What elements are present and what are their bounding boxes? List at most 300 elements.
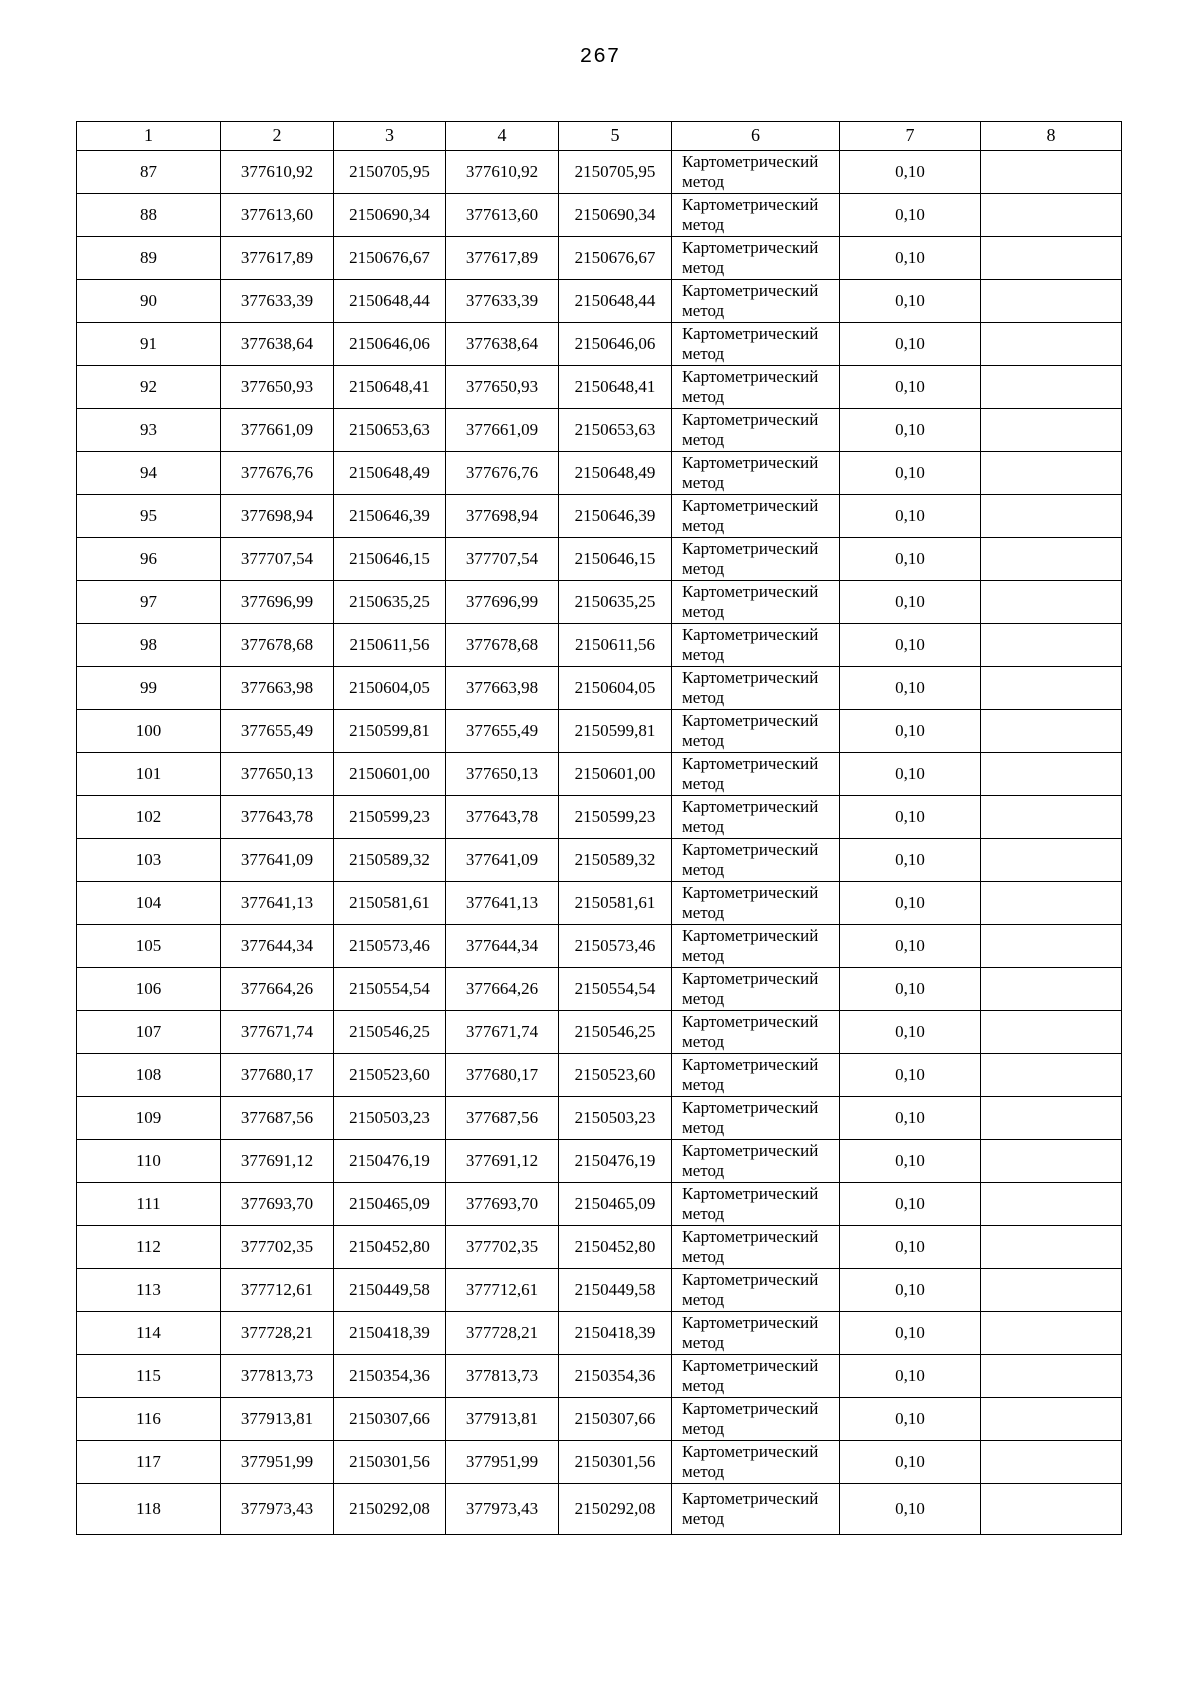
method-line-2: метод [682, 1204, 725, 1223]
coordinate-x-cell: 377664,26 [221, 968, 334, 1011]
coordinate-y-new-cell: 2150301,56 [559, 1441, 672, 1484]
coordinate-x-cell: 377680,17 [221, 1054, 334, 1097]
table-row [77, 1398, 1122, 1441]
method-line-1: Картометрический [682, 754, 819, 773]
coordinate-y-new-cell: 2150476,19 [559, 1140, 672, 1183]
coordinate-y-new-cell: 2150465,09 [559, 1183, 672, 1226]
coordinate-x-new-cell: 377613,60 [446, 194, 559, 237]
method-line-2: метод [682, 1032, 725, 1051]
notes-cell [981, 409, 1122, 452]
method-cell [672, 1484, 840, 1535]
coordinate-x-cell: 377641,13 [221, 882, 334, 925]
method-line-2: метод [682, 1509, 725, 1528]
accuracy-cell: 0,10 [840, 710, 981, 753]
coordinate-x-cell: 377633,39 [221, 280, 334, 323]
coordinate-y-cell: 2150604,05 [334, 667, 446, 710]
coordinate-x-cell: 377650,13 [221, 753, 334, 796]
method-cell [672, 1183, 840, 1226]
point-number-cell: 91 [77, 323, 221, 366]
accuracy-cell: 0,10 [840, 581, 981, 624]
coordinate-y-new-cell: 2150503,23 [559, 1097, 672, 1140]
coordinate-x-new-cell: 377633,39 [446, 280, 559, 323]
method-line-1: Картометрический [682, 152, 819, 171]
coordinate-y-new-cell: 2150581,61 [559, 882, 672, 925]
notes-cell [981, 1054, 1122, 1097]
accuracy-cell: 0,10 [840, 839, 981, 882]
accuracy-cell: 0,10 [840, 323, 981, 366]
point-number-cell: 117 [77, 1441, 221, 1484]
coordinate-y-cell: 2150646,15 [334, 538, 446, 581]
coordinate-y-new-cell: 2150648,41 [559, 366, 672, 409]
table-row [77, 1355, 1122, 1398]
method-cell [672, 1011, 840, 1054]
method-line-2: метод [682, 731, 725, 750]
coordinate-x-cell: 377676,76 [221, 452, 334, 495]
method-line-1: Картометрический [682, 1489, 819, 1508]
coordinate-y-new-cell: 2150611,56 [559, 624, 672, 667]
coordinate-x-cell: 377671,74 [221, 1011, 334, 1054]
method-line-2: метод [682, 516, 725, 535]
point-number-cell: 107 [77, 1011, 221, 1054]
method-line-2: метод [682, 387, 725, 406]
point-number-cell: 100 [77, 710, 221, 753]
coordinate-x-cell: 377813,73 [221, 1355, 334, 1398]
method-line-1: Картометрический [682, 539, 819, 558]
coordinate-y-new-cell: 2150646,15 [559, 538, 672, 581]
method-line-1: Картометрический [682, 840, 819, 859]
coordinate-y-new-cell: 2150292,08 [559, 1484, 672, 1535]
point-number-cell: 88 [77, 194, 221, 237]
method-line-2: метод [682, 1247, 725, 1266]
method-cell [672, 1355, 840, 1398]
method-line-1: Картометрический [682, 582, 819, 601]
page-number: 267 [579, 46, 621, 69]
accuracy-cell: 0,10 [840, 1398, 981, 1441]
coordinate-x-cell: 377641,09 [221, 839, 334, 882]
accuracy-cell: 0,10 [840, 753, 981, 796]
point-number-cell: 89 [77, 237, 221, 280]
notes-cell [981, 1484, 1122, 1535]
method-line-2: метод [682, 301, 725, 320]
table-row [77, 1011, 1122, 1054]
method-cell [672, 237, 840, 280]
table-row [77, 280, 1122, 323]
coordinate-x-new-cell: 377913,81 [446, 1398, 559, 1441]
coordinate-y-cell: 2150648,41 [334, 366, 446, 409]
method-line-2: метод [682, 473, 725, 492]
method-cell [672, 409, 840, 452]
method-line-2: метод [682, 258, 725, 277]
coordinate-x-cell: 377678,68 [221, 624, 334, 667]
coordinate-x-cell: 377691,12 [221, 1140, 334, 1183]
method-line-1: Картометрический [682, 324, 819, 343]
accuracy-cell: 0,10 [840, 624, 981, 667]
coordinate-y-cell: 2150653,63 [334, 409, 446, 452]
coordinate-x-new-cell: 377617,89 [446, 237, 559, 280]
method-cell [672, 1269, 840, 1312]
method-line-1: Картометрический [682, 1270, 819, 1289]
table-header-row [77, 122, 1122, 151]
accuracy-cell: 0,10 [840, 495, 981, 538]
point-number-cell: 110 [77, 1140, 221, 1183]
method-cell [672, 882, 840, 925]
method-line-2: метод [682, 1462, 725, 1481]
table-row [77, 194, 1122, 237]
method-line-1: Картометрический [682, 1098, 819, 1117]
coordinate-y-cell: 2150648,49 [334, 452, 446, 495]
method-line-1: Картометрический [682, 625, 819, 644]
point-number-cell: 109 [77, 1097, 221, 1140]
accuracy-cell: 0,10 [840, 237, 981, 280]
method-cell [672, 968, 840, 1011]
point-number-cell: 118 [77, 1484, 221, 1535]
point-number-cell: 87 [77, 151, 221, 194]
accuracy-cell: 0,10 [840, 667, 981, 710]
coordinates-table [76, 121, 1122, 1535]
point-number-cell: 114 [77, 1312, 221, 1355]
coordinate-y-new-cell: 2150646,39 [559, 495, 672, 538]
coordinate-y-cell: 2150676,67 [334, 237, 446, 280]
coordinate-x-new-cell: 377644,34 [446, 925, 559, 968]
table-row [77, 1183, 1122, 1226]
point-number-cell: 98 [77, 624, 221, 667]
coordinate-y-new-cell: 2150604,05 [559, 667, 672, 710]
notes-cell [981, 280, 1122, 323]
coordinate-y-cell: 2150573,46 [334, 925, 446, 968]
coordinate-y-new-cell: 2150690,34 [559, 194, 672, 237]
coordinate-x-new-cell: 377687,56 [446, 1097, 559, 1140]
coordinate-x-new-cell: 377641,09 [446, 839, 559, 882]
table-row [77, 1441, 1122, 1484]
accuracy-cell: 0,10 [840, 409, 981, 452]
method-cell [672, 366, 840, 409]
method-line-1: Картометрический [682, 1313, 819, 1332]
coordinate-y-cell: 2150503,23 [334, 1097, 446, 1140]
table-row [77, 1312, 1122, 1355]
notes-cell [981, 624, 1122, 667]
point-number-cell: 97 [77, 581, 221, 624]
coordinate-x-cell: 377693,70 [221, 1183, 334, 1226]
point-number-cell: 106 [77, 968, 221, 1011]
coordinate-y-cell: 2150418,39 [334, 1312, 446, 1355]
table-row [77, 1140, 1122, 1183]
method-line-2: метод [682, 1333, 725, 1352]
coordinate-x-new-cell: 377641,13 [446, 882, 559, 925]
point-number-cell: 94 [77, 452, 221, 495]
notes-cell [981, 882, 1122, 925]
accuracy-cell: 0,10 [840, 1226, 981, 1269]
coordinate-x-new-cell: 377693,70 [446, 1183, 559, 1226]
method-line-1: Картометрический [682, 883, 819, 902]
accuracy-cell: 0,10 [840, 1312, 981, 1355]
coordinate-y-new-cell: 2150523,60 [559, 1054, 672, 1097]
method-line-1: Картометрический [682, 1012, 819, 1031]
coordinate-x-new-cell: 377663,98 [446, 667, 559, 710]
table-row [77, 581, 1122, 624]
method-line-2: метод [682, 602, 725, 621]
coordinate-x-cell: 377613,60 [221, 194, 334, 237]
table-row [77, 237, 1122, 280]
coordinate-x-new-cell: 377661,09 [446, 409, 559, 452]
coordinate-x-new-cell: 377973,43 [446, 1484, 559, 1535]
point-number-cell: 96 [77, 538, 221, 581]
coordinate-x-cell: 377698,94 [221, 495, 334, 538]
method-line-1: Картометрический [682, 926, 819, 945]
accuracy-cell: 0,10 [840, 968, 981, 1011]
column-header: 6 [672, 122, 840, 151]
coordinate-x-new-cell: 377951,99 [446, 1441, 559, 1484]
notes-cell [981, 1398, 1122, 1441]
coordinate-y-new-cell: 2150599,23 [559, 796, 672, 839]
method-cell [672, 323, 840, 366]
coordinate-x-new-cell: 377680,17 [446, 1054, 559, 1097]
coordinate-y-cell: 2150354,36 [334, 1355, 446, 1398]
point-number-cell: 112 [77, 1226, 221, 1269]
notes-cell [981, 237, 1122, 280]
coordinate-y-new-cell: 2150418,39 [559, 1312, 672, 1355]
table-row [77, 925, 1122, 968]
method-line-2: метод [682, 1118, 725, 1137]
point-number-cell: 105 [77, 925, 221, 968]
coordinate-x-cell: 377973,43 [221, 1484, 334, 1535]
column-header: 3 [334, 122, 446, 151]
notes-cell [981, 452, 1122, 495]
method-line-2: метод [682, 817, 725, 836]
accuracy-cell: 0,10 [840, 1054, 981, 1097]
accuracy-cell: 0,10 [840, 1183, 981, 1226]
method-cell [672, 839, 840, 882]
notes-cell [981, 151, 1122, 194]
point-number-cell: 111 [77, 1183, 221, 1226]
coordinate-x-new-cell: 377678,68 [446, 624, 559, 667]
accuracy-cell: 0,10 [840, 280, 981, 323]
point-number-cell: 115 [77, 1355, 221, 1398]
coordinate-y-new-cell: 2150546,25 [559, 1011, 672, 1054]
accuracy-cell: 0,10 [840, 452, 981, 495]
accuracy-cell: 0,10 [840, 151, 981, 194]
method-line-1: Картометрический [682, 797, 819, 816]
method-line-2: метод [682, 946, 725, 965]
accuracy-cell: 0,10 [840, 1011, 981, 1054]
coordinate-y-cell: 2150476,19 [334, 1140, 446, 1183]
point-number-cell: 113 [77, 1269, 221, 1312]
coordinate-x-cell: 377610,92 [221, 151, 334, 194]
coordinate-x-cell: 377687,56 [221, 1097, 334, 1140]
accuracy-cell: 0,10 [840, 925, 981, 968]
table-row [77, 495, 1122, 538]
accuracy-cell: 0,10 [840, 796, 981, 839]
coordinate-x-cell: 377661,09 [221, 409, 334, 452]
method-cell [672, 280, 840, 323]
point-number-cell: 90 [77, 280, 221, 323]
coordinate-y-new-cell: 2150646,06 [559, 323, 672, 366]
coordinate-x-new-cell: 377650,93 [446, 366, 559, 409]
method-line-1: Картометрический [682, 1227, 819, 1246]
table-row [77, 882, 1122, 925]
coordinate-y-cell: 2150292,08 [334, 1484, 446, 1535]
coordinate-y-new-cell: 2150307,66 [559, 1398, 672, 1441]
accuracy-cell: 0,10 [840, 366, 981, 409]
method-line-1: Картометрический [682, 1399, 819, 1418]
coordinate-y-cell: 2150611,56 [334, 624, 446, 667]
coordinate-x-new-cell: 377691,12 [446, 1140, 559, 1183]
coordinate-x-new-cell: 377655,49 [446, 710, 559, 753]
method-cell [672, 1054, 840, 1097]
coordinate-y-new-cell: 2150648,44 [559, 280, 672, 323]
method-line-2: метод [682, 989, 725, 1008]
method-line-2: метод [682, 774, 725, 793]
coordinate-x-cell: 377643,78 [221, 796, 334, 839]
method-line-2: метод [682, 172, 725, 191]
table-row [77, 1054, 1122, 1097]
coordinate-y-new-cell: 2150452,80 [559, 1226, 672, 1269]
column-header: 8 [981, 122, 1122, 151]
accuracy-cell: 0,10 [840, 1484, 981, 1535]
notes-cell [981, 1441, 1122, 1484]
notes-cell [981, 839, 1122, 882]
method-line-2: метод [682, 688, 725, 707]
method-line-1: Картометрический [682, 1141, 819, 1160]
coordinate-x-cell: 377702,35 [221, 1226, 334, 1269]
coordinate-x-new-cell: 377650,13 [446, 753, 559, 796]
method-line-1: Картометрический [682, 969, 819, 988]
method-cell [672, 1097, 840, 1140]
notes-cell [981, 1269, 1122, 1312]
coordinate-y-new-cell: 2150648,49 [559, 452, 672, 495]
coordinate-y-cell: 2150648,44 [334, 280, 446, 323]
coordinate-y-cell: 2150546,25 [334, 1011, 446, 1054]
point-number-cell: 116 [77, 1398, 221, 1441]
table-row [77, 1097, 1122, 1140]
coordinate-y-new-cell: 2150635,25 [559, 581, 672, 624]
coordinate-x-new-cell: 377698,94 [446, 495, 559, 538]
method-cell [672, 1226, 840, 1269]
method-line-2: метод [682, 1376, 725, 1395]
coordinate-y-cell: 2150690,34 [334, 194, 446, 237]
table-row [77, 1269, 1122, 1312]
point-number-cell: 93 [77, 409, 221, 452]
method-line-1: Картометрический [682, 410, 819, 429]
column-header: 1 [77, 122, 221, 151]
coordinate-y-new-cell: 2150589,32 [559, 839, 672, 882]
table-row [77, 1226, 1122, 1269]
notes-cell [981, 753, 1122, 796]
method-line-2: метод [682, 1161, 725, 1180]
coordinate-y-cell: 2150705,95 [334, 151, 446, 194]
method-line-2: метод [682, 1419, 725, 1438]
coordinate-x-cell: 377638,64 [221, 323, 334, 366]
point-number-cell: 99 [77, 667, 221, 710]
coordinate-y-new-cell: 2150653,63 [559, 409, 672, 452]
method-cell [672, 194, 840, 237]
coordinate-y-cell: 2150599,23 [334, 796, 446, 839]
coordinate-x-cell: 377712,61 [221, 1269, 334, 1312]
method-line-1: Картометрический [682, 1442, 819, 1461]
table-row [77, 796, 1122, 839]
method-cell [672, 581, 840, 624]
accuracy-cell: 0,10 [840, 882, 981, 925]
coordinate-y-cell: 2150646,06 [334, 323, 446, 366]
notes-cell [981, 1355, 1122, 1398]
accuracy-cell: 0,10 [840, 1269, 981, 1312]
accuracy-cell: 0,10 [840, 538, 981, 581]
accuracy-cell: 0,10 [840, 1097, 981, 1140]
method-cell [672, 1312, 840, 1355]
table-row [77, 1484, 1122, 1535]
method-line-1: Картометрический [682, 453, 819, 472]
table-row [77, 366, 1122, 409]
accuracy-cell: 0,10 [840, 1355, 981, 1398]
coordinate-x-new-cell: 377671,74 [446, 1011, 559, 1054]
point-number-cell: 95 [77, 495, 221, 538]
table-row [77, 624, 1122, 667]
notes-cell [981, 710, 1122, 753]
coordinate-y-new-cell: 2150676,67 [559, 237, 672, 280]
coordinate-y-new-cell: 2150554,54 [559, 968, 672, 1011]
notes-cell [981, 538, 1122, 581]
table-row [77, 968, 1122, 1011]
notes-cell [981, 1226, 1122, 1269]
coordinate-x-cell: 377644,34 [221, 925, 334, 968]
table-row [77, 452, 1122, 495]
notes-cell [981, 1312, 1122, 1355]
method-line-2: метод [682, 645, 725, 664]
coordinate-x-new-cell: 377643,78 [446, 796, 559, 839]
notes-cell [981, 667, 1122, 710]
coordinate-x-cell: 377617,89 [221, 237, 334, 280]
method-line-2: метод [682, 430, 725, 449]
notes-cell [981, 1140, 1122, 1183]
coordinate-y-cell: 2150646,39 [334, 495, 446, 538]
coordinate-y-cell: 2150635,25 [334, 581, 446, 624]
method-line-2: метод [682, 215, 725, 234]
coordinate-x-cell: 377663,98 [221, 667, 334, 710]
table-row [77, 710, 1122, 753]
coordinate-y-new-cell: 2150449,58 [559, 1269, 672, 1312]
column-header: 2 [221, 122, 334, 151]
coordinate-x-cell: 377655,49 [221, 710, 334, 753]
coordinate-y-cell: 2150523,60 [334, 1054, 446, 1097]
coordinate-y-new-cell: 2150705,95 [559, 151, 672, 194]
column-header: 7 [840, 122, 981, 151]
coordinate-y-new-cell: 2150354,36 [559, 1355, 672, 1398]
method-line-2: метод [682, 860, 725, 879]
coordinate-x-cell: 377951,99 [221, 1441, 334, 1484]
method-line-1: Картометрический [682, 668, 819, 687]
coordinate-x-new-cell: 377728,21 [446, 1312, 559, 1355]
point-number-cell: 108 [77, 1054, 221, 1097]
coordinate-x-new-cell: 377696,99 [446, 581, 559, 624]
method-line-2: метод [682, 903, 725, 922]
method-cell [672, 452, 840, 495]
method-line-1: Картометрический [682, 367, 819, 386]
method-line-1: Картометрический [682, 195, 819, 214]
coordinate-x-cell: 377728,21 [221, 1312, 334, 1355]
method-line-1: Картометрический [682, 496, 819, 515]
coordinate-y-cell: 2150581,61 [334, 882, 446, 925]
coordinate-x-new-cell: 377702,35 [446, 1226, 559, 1269]
point-number-cell: 102 [77, 796, 221, 839]
accuracy-cell: 0,10 [840, 194, 981, 237]
method-cell [672, 753, 840, 796]
method-cell [672, 151, 840, 194]
coordinate-x-cell: 377707,54 [221, 538, 334, 581]
coordinate-y-new-cell: 2150599,81 [559, 710, 672, 753]
point-number-cell: 92 [77, 366, 221, 409]
coordinate-y-cell: 2150589,32 [334, 839, 446, 882]
coordinate-x-cell: 377696,99 [221, 581, 334, 624]
coordinate-x-new-cell: 377707,54 [446, 538, 559, 581]
